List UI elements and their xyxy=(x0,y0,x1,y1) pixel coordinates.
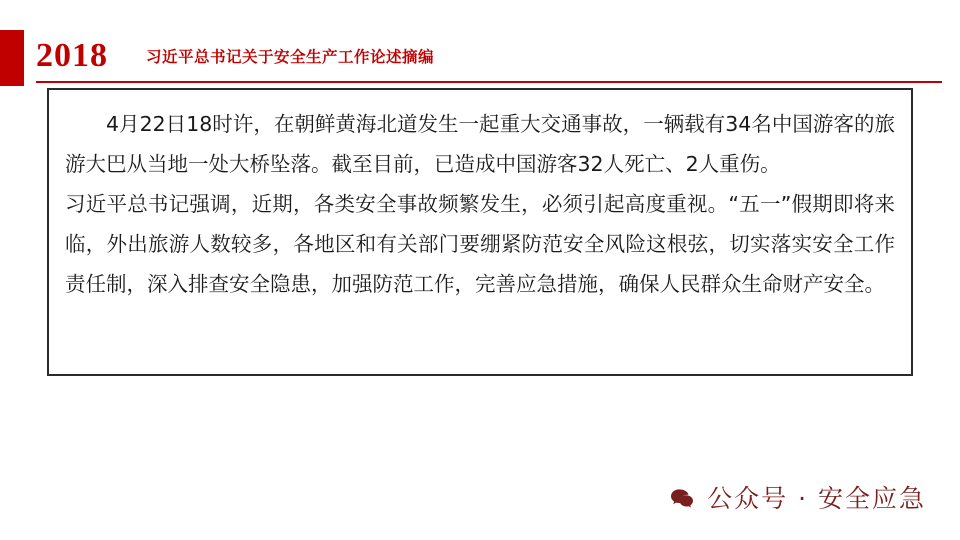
header-divider xyxy=(36,81,942,83)
header-year: 2018 xyxy=(36,37,108,74)
footer-brand-text: 公众号 · 安全应急 xyxy=(707,484,926,513)
content-box xyxy=(47,88,913,376)
paragraph-1: 4月22日18时许，在朝鲜黄海北道发生一起重大交通事故，一辆载有34名中国游客的旅游大巴从当地一处大桥坠落。截至目前，已造成中国游客32人死亡、2人重伤。 xyxy=(65,112,895,176)
paragraph-2: 习近平总书记强调，近期，各类安全事故频繁发生，必须引起高度重视。“五一”假期即将来临，外出旅游人数较多，各地区和有关部门要绷紧防范安全风险这根弦，切实落实安全工作责任制，深入排查安全隐患，加强防范工作，完善应急措施，确保人民群众生命财产安全。 xyxy=(65,192,895,296)
wechat-official-account-icon xyxy=(669,486,695,512)
header-accent-bar xyxy=(0,30,24,86)
slide-header xyxy=(0,30,960,86)
footer-brand xyxy=(669,484,926,514)
header-title: 习近平总书记关于安全生产工作论述摘编 xyxy=(146,48,435,66)
